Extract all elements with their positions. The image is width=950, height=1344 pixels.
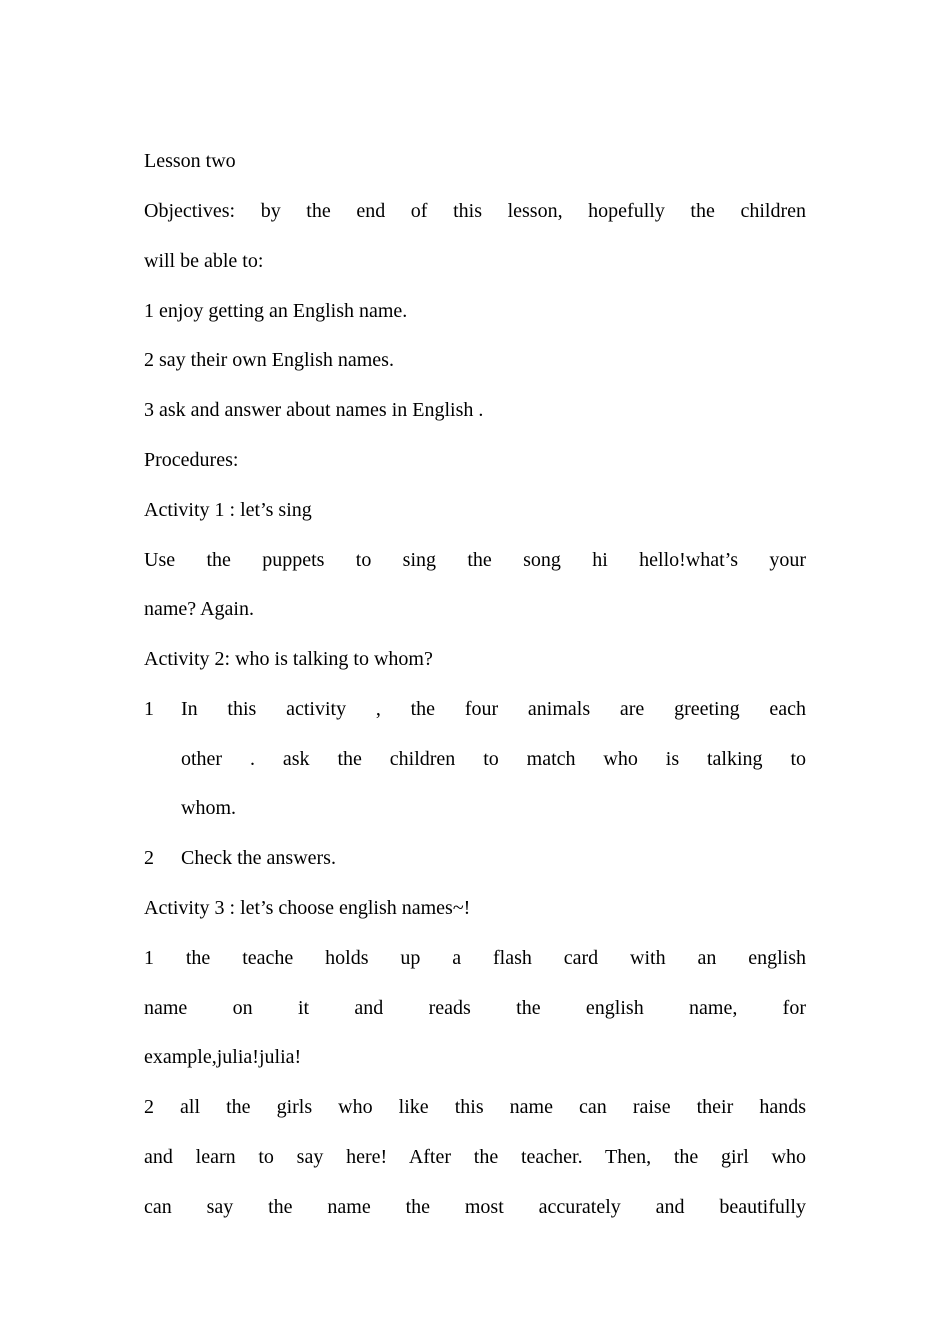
procedures-heading: Procedures:	[144, 449, 239, 471]
objectives-line-1: Objectives: by the end of this lesson, hopefully the children	[144, 200, 806, 222]
activity-3-item-2-line-1: 2 all the girls who like this name can raise their hands	[144, 1096, 806, 1118]
activity-2-item-1-line-1: In this activity , the four animals are greeting each	[181, 698, 806, 720]
activity-1-title: Activity 1 : let’s sing	[144, 499, 312, 521]
activity-3-item-2-line-3: can say the name the most accurately and beautifully	[144, 1196, 806, 1218]
activity-2-item-1-line-2: other . ask the children to match who is talking to	[181, 748, 806, 770]
activity-2-item-1-number: 1	[144, 698, 154, 720]
activity-2-item-2-line-1: Check the answers.	[181, 847, 336, 869]
objective-1: 1 enjoy getting an English name.	[144, 300, 408, 322]
activity-3-title: Activity 3 : let’s choose english names~!	[144, 897, 471, 919]
lesson-title: Lesson two	[144, 150, 236, 172]
activity-3-item-1-line-1: 1 the teache holds up a flash card with an english	[144, 947, 806, 969]
objective-2: 2 say their own English names.	[144, 349, 394, 371]
activity-1-line-1: Use the puppets to sing the song hi hello!what’s your	[144, 549, 806, 571]
activity-3-item-1-line-3: example,julia!julia!	[144, 1046, 302, 1068]
activity-1-line-2: name? Again.	[144, 598, 254, 620]
objectives-line-2: will be able to:	[144, 250, 264, 272]
activity-3-item-2-line-2: and learn to say here! After the teacher. Then, the girl who	[144, 1146, 806, 1168]
activity-2-item-2-number: 2	[144, 847, 154, 869]
objective-3: 3 ask and answer about names in English .	[144, 399, 484, 421]
activity-3-item-1-line-2: name on it and reads the english name, for	[144, 997, 806, 1019]
activity-2-title: Activity 2: who is talking to whom?	[144, 648, 433, 670]
activity-2-item-1-line-3: whom.	[181, 797, 236, 819]
